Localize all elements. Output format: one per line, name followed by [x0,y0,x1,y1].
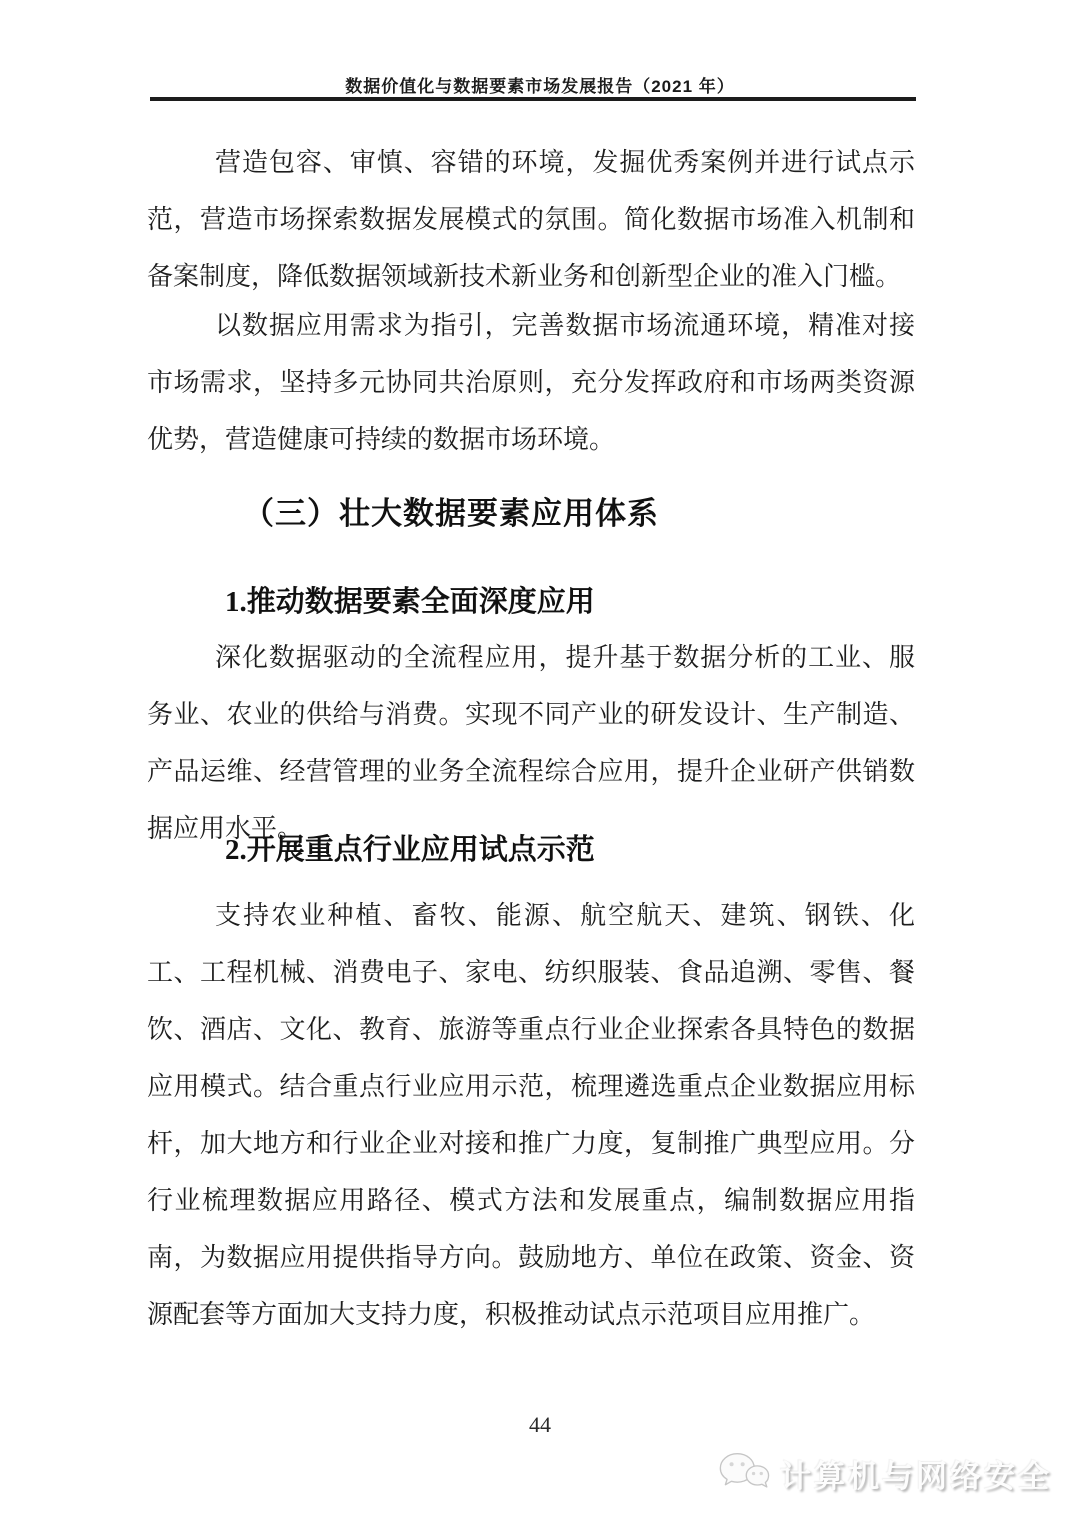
wechat-icon [718,1450,770,1496]
paragraph-deepen-data-driven-application: 深化数据驱动的全流程应用，提升基于数据分析的工业、服务业、农业的供给与消费。实现不同产业的研发设计、生产制造、产品运维、经营管理的业务全流程综合应用，提升企业研产供销数据应用水平。 [147,643,915,843]
page-number: 44 [529,1412,551,1437]
paragraph-key-industry-pilots: 支持农业种植、畜牧、能源、航空航天、建筑、钢铁、化工、工程机械、消费电子、家电、纺织服装、食品追溯、零售、餐饮、酒店、文化、教育、旅游等重点行业企业探索各具特色的数据应用模式。结合重点行业应用示范，梳理遴选重点企业数据应用标杆，加大地方和行业企业对接和推广力度，复制推广典型应用。分行业梳理数据应用路径、模式方法和发展重点，编制数据应用指南，为数据应用提供指导方向。鼓励地方、单位在政策、资金、资源配套等方面加大支持力度，积极推动试点示范项目应用推广。 [147,901,915,1329]
paragraph-data-application-demand: 以数据应用需求为指引，完善数据市场流通环境，精准对接市场需求，坚持多元协同共治原则，充分发挥政府和市场两类资源优势，营造健康可持续的数据市场环境。 [147,311,915,454]
sub-heading-1: 1.推动数据要素全面深度应用 [225,586,595,618]
watermark-label: 计算机与网络安全 [780,1458,1052,1494]
watermark [718,1450,1052,1496]
paragraph-inclusive-environment: 营造包容、审慎、容错的环境，发掘优秀案例并进行试点示范，营造市场探索数据发展模式的氛围。简化数据市场准入机制和备案制度，降低数据领域新技术新业务和创新型企业的准入门槛。 [147,148,915,291]
section-heading-three: （三）壮大数据要素应用体系 [243,496,659,531]
header-rule [150,97,916,101]
sub-heading-2: 2.开展重点行业应用试点示范 [225,834,595,866]
page-header-title: 数据价值化与数据要素市场发展报告（2021 年） [345,77,735,96]
